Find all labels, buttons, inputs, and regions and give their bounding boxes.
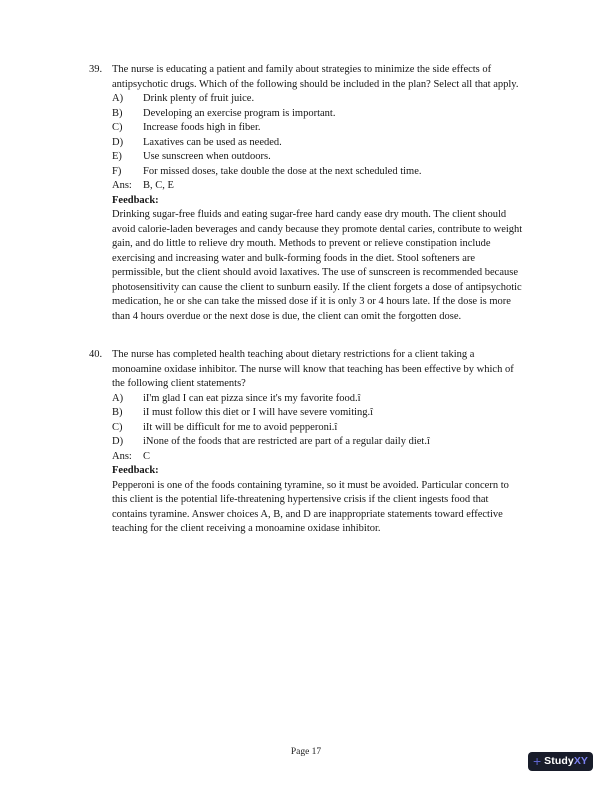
option-letter: C) — [112, 421, 123, 433]
question-39 — [89, 63, 523, 324]
answer-option — [112, 107, 523, 122]
option-letter: A) — [112, 93, 124, 104]
page-content — [89, 63, 523, 537]
answer-value: B, C, E — [143, 180, 174, 191]
question-40 — [89, 348, 523, 537]
question-body — [112, 63, 523, 324]
question-stem: The nurse has completed health teaching about dietary restrictions for a client taking a monoamine oxidase inhibitor. The nurse will know that teaching has been effective by which of the following client statements? — [112, 349, 514, 389]
option-text: Developing an exercise program is important. — [143, 107, 336, 119]
option-text: iIt will be difficult for me to avoid pepperoni.î — [143, 421, 338, 433]
option-text: iI must follow this diet or I will have severe vomiting.î — [143, 407, 374, 418]
option-letter: F) — [112, 165, 122, 177]
feedback-label: Feedback: — [112, 465, 159, 476]
question-stem: The nurse is educating a patient and family about strategies to minimize the side effects of antipsychotic drugs. Which of the following should be included in the plan? Select all that apply. — [112, 64, 519, 90]
option-text: iI'm glad I can eat pizza since it's my favorite food.î — [143, 392, 361, 404]
brand-name-primary: Study — [544, 755, 574, 768]
answer-option — [112, 421, 523, 436]
brand-name-accent: XY — [573, 755, 589, 768]
answer-option — [112, 150, 523, 165]
option-letter: B) — [112, 107, 123, 119]
page-footer — [0, 746, 612, 758]
answer-value: C — [143, 450, 151, 462]
option-text: Increase foods high in fiber. — [143, 122, 261, 133]
option-letter: C) — [112, 122, 123, 133]
answer-line — [112, 450, 523, 465]
answer-option — [112, 92, 523, 107]
feedback-label: Feedback: — [112, 194, 159, 206]
question-number: 39. — [89, 64, 103, 75]
answer-option — [112, 406, 523, 421]
option-letter: D) — [112, 136, 124, 148]
option-text: iNone of the foods that are restricted are part of a regular daily diet.î — [143, 436, 430, 447]
answer-option — [112, 121, 523, 136]
answer-option — [112, 392, 523, 407]
answer-option — [112, 136, 523, 151]
question-body — [112, 348, 523, 537]
question-number: 40. — [89, 349, 103, 360]
answer-line — [112, 179, 523, 194]
option-letter: E) — [112, 151, 122, 162]
feedback-text: Pepperoni is one of the foods containing tyramine, so it must be avoided. Particular concern to this client is the potential life-threatening hypertensive crisis if the client ingests food that contains tyramine. Answer choices A, B, and D are inappropriate statements toward effective teaching for the client receiving a monoamine oxidase inhibitor. — [112, 479, 509, 534]
studyxy-badge — [528, 752, 593, 771]
option-letter: D) — [112, 436, 124, 447]
answer-label: Ans: — [112, 180, 132, 191]
answer-label: Ans: — [112, 450, 132, 462]
option-text: For missed doses, take double the dose at the next scheduled time. — [143, 165, 422, 177]
plus-icon: + — [532, 753, 542, 769]
page-number: Page 17 — [290, 747, 322, 757]
answer-option — [112, 165, 523, 180]
answer-option — [112, 435, 523, 450]
option-text: Use sunscreen when outdoors. — [143, 151, 271, 162]
option-text: Drink plenty of fruit juice. — [143, 93, 255, 104]
feedback-text: Drinking sugar-free fluids and eating sugar-free hard candy ease dry mouth. The client should avoid calorie-laden beverages and candy because they promote dental caries, contribute to weight gain, and do little to relieve dry mouth. Methods to prevent or relieve constipation include exercising and increasing water and bulk-forming foods in the diet. Stool softeners are permissible, but the client should avoid laxatives. The use of sunscreen is recommended because photosensitivity can cause the client to sunburn easily. If the client forgets a dose of antipsychotic medication, he or she can take the missed dose if it is only 3 or 4 hours late. If the dose is more than 4 hours overdue or the next dose is due, the client can omit the forgotten dose. — [112, 209, 523, 322]
option-letter: A) — [112, 392, 124, 404]
option-letter: B) — [112, 407, 123, 418]
option-text: Laxatives can be used as needed. — [143, 136, 282, 148]
